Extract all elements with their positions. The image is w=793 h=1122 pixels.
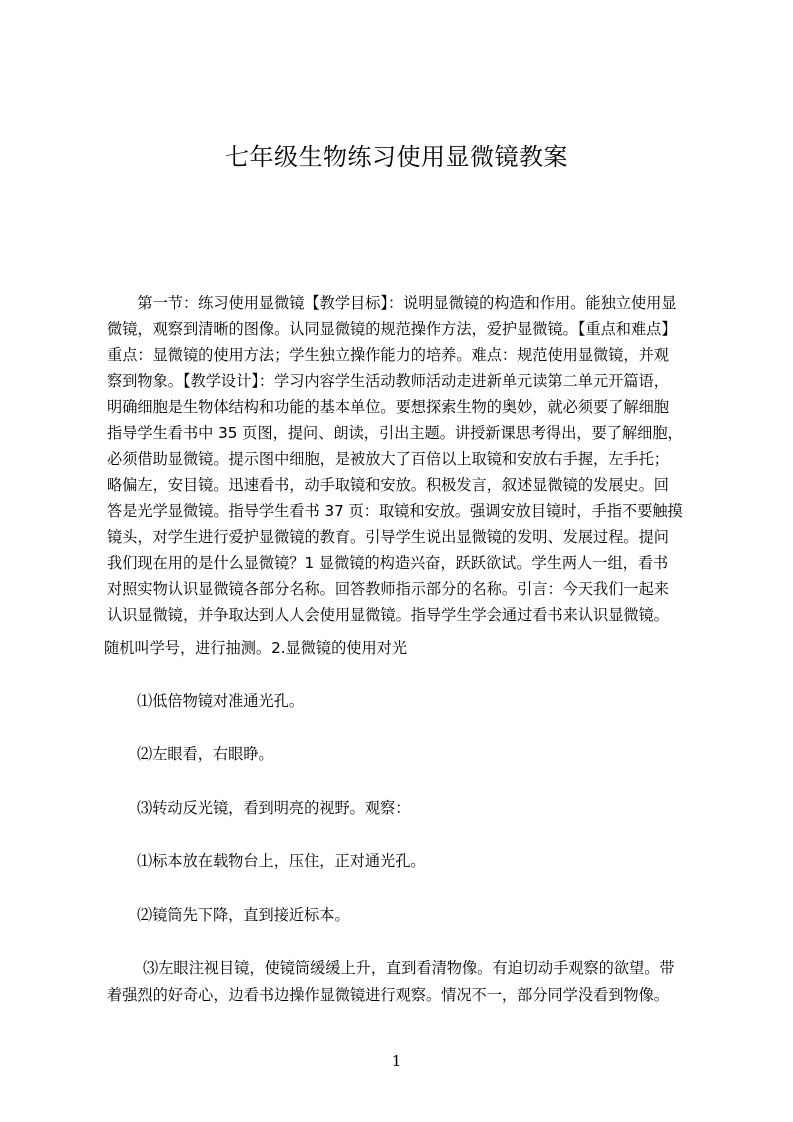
text-line: 对照实物认识显微镜各部分名称。回答教师指示部分的名称。引言：今天我们一起来 bbox=[107, 580, 669, 598]
text-line: 指导学生看书中 35 页图，提问、朗读，引出主题。讲授新课思考得出，要了解细胞， bbox=[107, 424, 683, 442]
text-line: 察到物象。【教学设计】：学习内容学生活动教师活动走进新单元读第二单元开篇语， bbox=[107, 372, 669, 390]
step-item: ⑵镜筒先下降，直到接近标本。 bbox=[137, 906, 350, 924]
page-number: 1 bbox=[391, 1052, 402, 1070]
text-line: 随机叫学号，进行抽测。2.显微镜的使用对光 bbox=[104, 639, 408, 657]
text-line: 明确细胞是生物体结构和功能的基本单位。要想探索生物的奥妙，就必须要了解细胞 bbox=[107, 398, 669, 416]
text-line: ⑶左眼注视目镜，使镜筒缓缓上升，直到看清物像。有迫切动手观察的欲望。带 bbox=[143, 959, 675, 977]
document-title: 七年级生物练习使用显微镜教案 bbox=[225, 143, 568, 171]
text-line: 着强烈的好奇心，边看书边操作显微镜进行观察。情况不一，部分同学没看到物像。 bbox=[107, 986, 669, 1004]
text-line: 镜头，对学生进行爱护显微镜的教育。引导学生说出显微镜的发明、发展过程。提问 bbox=[107, 528, 669, 546]
text-line: 答是光学显微镜。指导学生看书 37 页：取镜和安放。强调安放目镜时，手指不要触摸 bbox=[107, 502, 683, 520]
step-item: ⑶转动反光镜，看到明亮的视野。观察： bbox=[137, 799, 411, 817]
step-item: ⑵左眼看，右眼睁。 bbox=[137, 745, 274, 763]
step-item: ⑴标本放在载物台上，压住，正对通光孔。 bbox=[137, 852, 426, 870]
step-item: ⑴低倍物镜对准通光孔。 bbox=[137, 692, 305, 710]
text-line: 第一节：练习使用显微镜【教学目标】：说明显微镜的构造和作用。能独立使用显 bbox=[107, 294, 677, 312]
text-line: 必须借助显微镜。提示图中细胞，是被放大了百倍以上取镜和安放右手握，左手托； bbox=[107, 450, 669, 468]
text-line: 略偏左，安目镜。迅速看书，动手取镜和安放。积极发言，叙述显微镜的发展史。回 bbox=[107, 476, 669, 494]
text-line: 重点：显微镜的使用方法；学生独立操作能力的培养。难点：规范使用显微镜，并观 bbox=[107, 346, 669, 364]
text-line: 我们现在用的是什么显微镜？1 显微镜的构造兴奋，跃跃欲试。学生两人一组，看书 bbox=[107, 554, 669, 572]
text-line: 微镜，观察到清晰的图像。认同显微镜的规范操作方法，爱护显微镜。【重点和难点】 bbox=[107, 320, 677, 338]
text-line: 认识显微镜，并争取达到人人会使用显微镜。指导学生学会通过看书来认识显微镜。 bbox=[107, 606, 669, 624]
